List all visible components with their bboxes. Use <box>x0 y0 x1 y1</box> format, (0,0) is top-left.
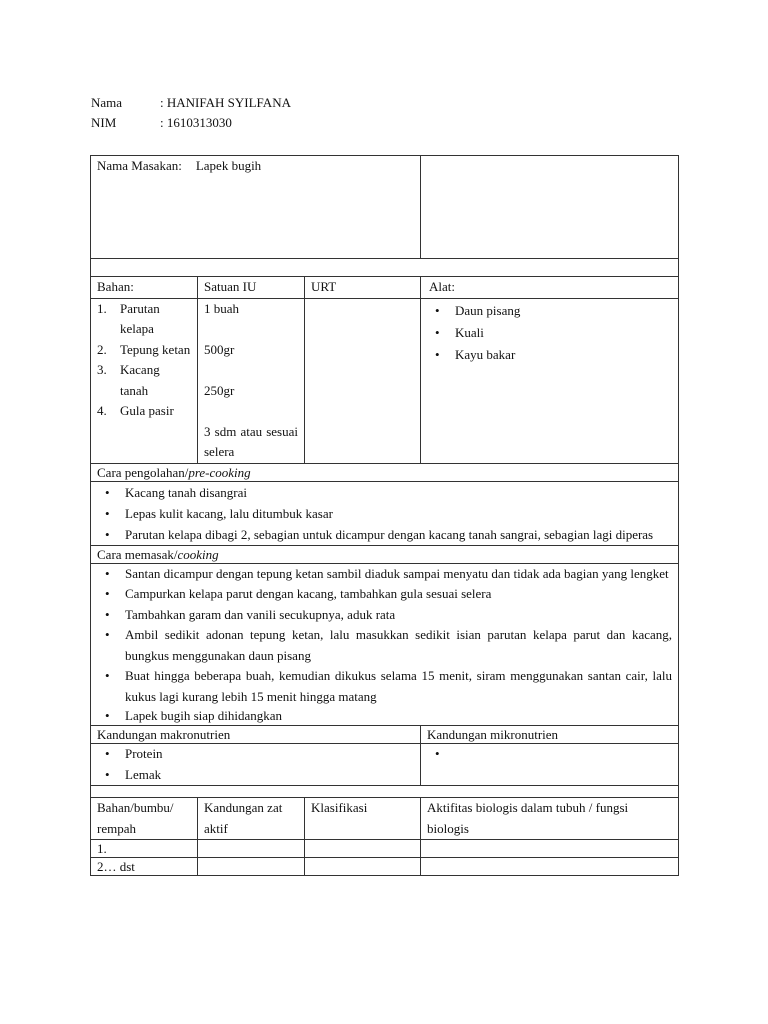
units-cell <box>198 298 305 463</box>
table-cell <box>198 840 305 858</box>
macro-cell <box>91 744 421 786</box>
unit-value: 1 buah <box>204 300 240 316</box>
pre-cooking-title: Cara pengolahan/pre-cooking <box>91 463 679 481</box>
unit-value: 3 sdm atau sesuai selera <box>204 423 298 459</box>
unit-value: 500gr <box>204 341 235 357</box>
nutrients-row <box>91 744 679 786</box>
col-alat-header: Alat: <box>421 277 679 299</box>
col-bahan-header: Bahan: <box>91 277 198 299</box>
col-satuan-header: Satuan IU <box>198 277 305 299</box>
tools-cell <box>421 298 679 463</box>
ingredients-header-row <box>91 277 679 299</box>
col-bahan-bumbu-header: Bahan/bumbu/ rempah <box>91 798 198 840</box>
row-number: 1. <box>91 840 198 858</box>
pre-cooking-list <box>97 482 672 545</box>
name-value: : HANIFAH SYILFANA <box>160 95 291 110</box>
list-item: • Protein <box>97 744 414 765</box>
table-cell <box>421 858 679 876</box>
dish-image-cell <box>421 156 679 259</box>
pre-cooking-steps-row <box>91 481 679 545</box>
list-item: • Lemak <box>97 765 414 786</box>
col-klasifikasi-header: Klasifikasi <box>305 798 421 840</box>
recipe-form-table <box>90 155 679 876</box>
list-item: • Santan dicampur dengan tepung ketan sambil diaduk sampai menyatu dan tidak ada bagian yang lengket <box>97 564 672 585</box>
nim-label: NIM <box>91 115 117 130</box>
table-row <box>91 840 679 858</box>
nim-value: : 1610313030 <box>160 115 232 130</box>
pre-cooking-title-row <box>91 463 679 481</box>
list-item: • Kacang tanah disangrai <box>97 482 672 503</box>
dish-value: Lapek bugih <box>195 158 262 173</box>
cooking-steps-cell <box>91 563 679 726</box>
cooking-steps-row <box>91 563 679 726</box>
spacer-row <box>91 786 679 798</box>
list-item: • Ambil sedikit adonan tepung ketan, lalu masukkan sedikit isian parutan kelapa parut dan kacang, bungkus menggunakan daun pisang <box>97 625 672 666</box>
list-item: • Lapek bugih siap dihidangkan <box>97 707 672 725</box>
table-cell <box>305 858 421 876</box>
list-item: 4. Gula pasir <box>97 403 174 418</box>
table-cell <box>198 858 305 876</box>
ingredients-list-cell <box>91 298 198 463</box>
row-number: 2… dst <box>91 858 198 876</box>
ingredients-row <box>91 298 679 463</box>
list-item: • Daun pisang <box>427 300 672 322</box>
tools-list <box>427 300 672 366</box>
micro-header: Kandungan mikronutrien <box>421 726 679 744</box>
list-item: 3. Kacang tanah <box>97 362 160 398</box>
urt-cell <box>305 298 421 463</box>
student-name-line <box>91 93 291 113</box>
table-cell <box>421 840 679 858</box>
col-urt-header: URT <box>305 277 421 299</box>
spice-header-row <box>91 798 679 840</box>
nutrients-header-row <box>91 726 679 744</box>
name-label: Nama <box>91 95 123 110</box>
table-row <box>91 858 679 876</box>
macro-header: Kandungan makronutrien <box>91 726 421 744</box>
list-item: 2. Tepung ketan <box>97 341 191 357</box>
cooking-list <box>97 564 672 726</box>
micro-cell <box>421 744 679 786</box>
cooking-title: Cara memasak/cooking <box>91 545 679 563</box>
ingredients-list <box>97 299 191 422</box>
dish-label: Nama Masakan: <box>97 158 182 173</box>
col-aktifitas-header: Aktifitas biologis dalam tubuh / fungsi biologis <box>421 798 679 840</box>
col-kandungan-header: Kandungan zat aktif <box>198 798 305 840</box>
list-item: • Kayu bakar <box>427 344 672 366</box>
dish-row <box>91 156 679 259</box>
dish-name-cell <box>91 156 421 259</box>
list-item: • Tambahkan garam dan vanili secukupnya, aduk rata <box>97 605 672 626</box>
list-item: • Campurkan kelapa parut dengan kacang, tambahkan gula sesuai selera <box>97 584 672 605</box>
list-item: • Buat hingga beberapa buah, kemudian dikukus selama 15 menit, siram menggunakan santan cair, lalu kukus lagi kurang lebih 15 menit hingga matang <box>97 666 672 707</box>
list-item: • Parutan kelapa dibagi 2, sebagian untuk dicampur dengan kacang tanah sangrai, sebagian lagi diperas <box>97 524 672 545</box>
macro-list <box>97 744 414 785</box>
list-item: • Lepas kulit kacang, lalu ditumbuk kasar <box>97 503 672 524</box>
student-nim-line <box>91 113 232 133</box>
list-item: • Kuali <box>427 322 672 344</box>
pre-cooking-steps-cell <box>91 481 679 545</box>
unit-value: 250gr <box>204 382 235 398</box>
table-cell <box>305 840 421 858</box>
spacer-row <box>91 259 679 277</box>
cooking-title-row <box>91 545 679 563</box>
list-item: 1. Parutan kelapa <box>97 300 160 336</box>
